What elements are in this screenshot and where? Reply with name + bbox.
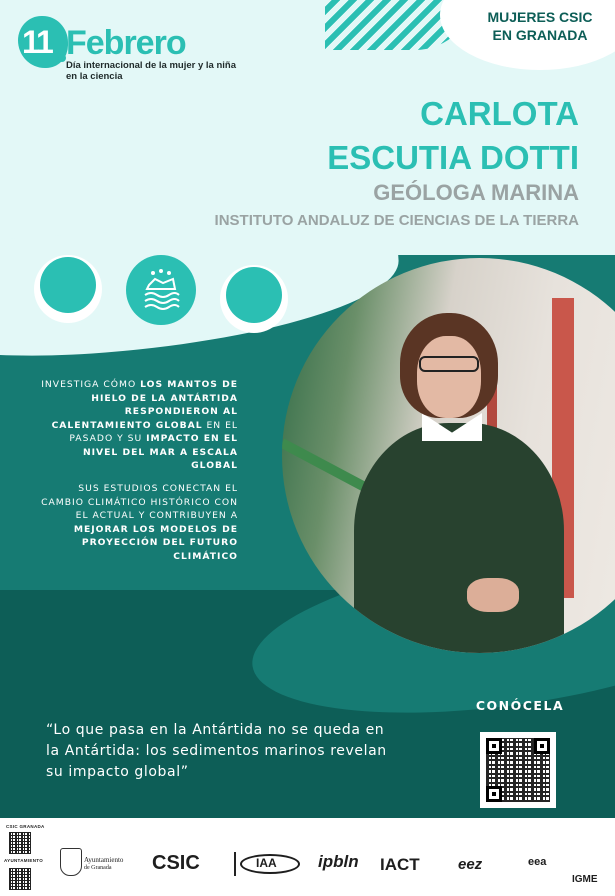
photo-glasses [419, 356, 479, 372]
description-highlight: IMPACTO EN EL NIVEL DEL MAR A ESCALA GLOBAL [82, 433, 238, 471]
description-text: SUS ESTUDIOS CONECTAN EL CAMBIO CLIMÁTICO HISTÓRICO CON EL ACTUAL Y CONTRIBUYEN A [41, 483, 238, 521]
footer-qr-csic[interactable] [9, 832, 31, 854]
ice-sheet-icon [126, 255, 196, 325]
description-highlight: LOS MANTOS DE HIELO DE LA ANTÁRTIDA RESPONDIERON AL CALENTAMIENTO GLOBAL [51, 379, 238, 431]
qr-finder [486, 738, 502, 754]
person-first-name: CARLOTA [420, 95, 579, 132]
qr-code[interactable] [480, 732, 556, 808]
decorative-circle-right [220, 265, 288, 333]
eez-logo: eez [458, 856, 483, 873]
ayuntamiento-line1: Ayuntamiento [84, 856, 124, 864]
quote-text: “Lo que pasa en la Antártida no se queda en la Antártida: los sedimentos marinos revelan su impacto global” [46, 722, 387, 780]
person-name [327, 92, 579, 180]
csic-logo: CSIC [152, 852, 200, 874]
corner-label-line1: MUJERES CSIC [487, 9, 593, 25]
event-logo [18, 10, 238, 90]
footer-qr-ayto[interactable] [9, 868, 31, 890]
photo-sweater [354, 423, 564, 653]
footer-logos [0, 818, 615, 896]
coat-of-arms-icon [60, 848, 82, 876]
decorative-circle-left [34, 255, 102, 323]
corner-label [470, 8, 610, 44]
qr-finder [534, 738, 550, 754]
cta-label: CONÓCELA [475, 698, 565, 713]
logo-separator [234, 852, 236, 876]
iact-logo: IACT [380, 855, 420, 874]
event-month: Febrero [66, 24, 186, 62]
event-subtitle: Día internacional de la mujer y la niña en la ciencia [66, 60, 236, 82]
ipbln-logo: ipbln [318, 852, 359, 871]
photo-face [417, 336, 481, 418]
person-role: GEÓLOGA MARINA [373, 180, 579, 205]
person-institute: INSTITUTO ANDALUZ DE CIENCIAS DE LA TIERRA [214, 212, 579, 229]
description-text: INVESTIGA CÓMO [41, 379, 141, 390]
igme-logo: IGME [572, 874, 598, 885]
footer-label-csic: CSIC GRANADA [6, 824, 45, 829]
person-last-name: ESCUTIA DOTTI [327, 139, 579, 176]
eea-logo: eea [528, 856, 547, 868]
qr-finder [486, 786, 502, 802]
description-paragraph-1 [38, 378, 238, 473]
description-text: EN EL PASADO Y SU [69, 419, 238, 444]
event-number: 11 [22, 24, 52, 60]
description-paragraph-2 [38, 482, 238, 563]
description-highlight: MEJORAR LOS MODELOS DE PROYECCIÓN DEL FUTURO CLIMÁTICO [73, 523, 238, 562]
photo-hands [467, 578, 519, 612]
corner-label-line2: EN GRANADA [492, 27, 588, 43]
ayuntamiento-logo [56, 846, 128, 886]
ayuntamiento-line2: de Granada [84, 865, 112, 871]
footer-label-ayto: AYUNTAMIENTO [4, 858, 44, 863]
iaa-logo: IAA [256, 856, 277, 870]
